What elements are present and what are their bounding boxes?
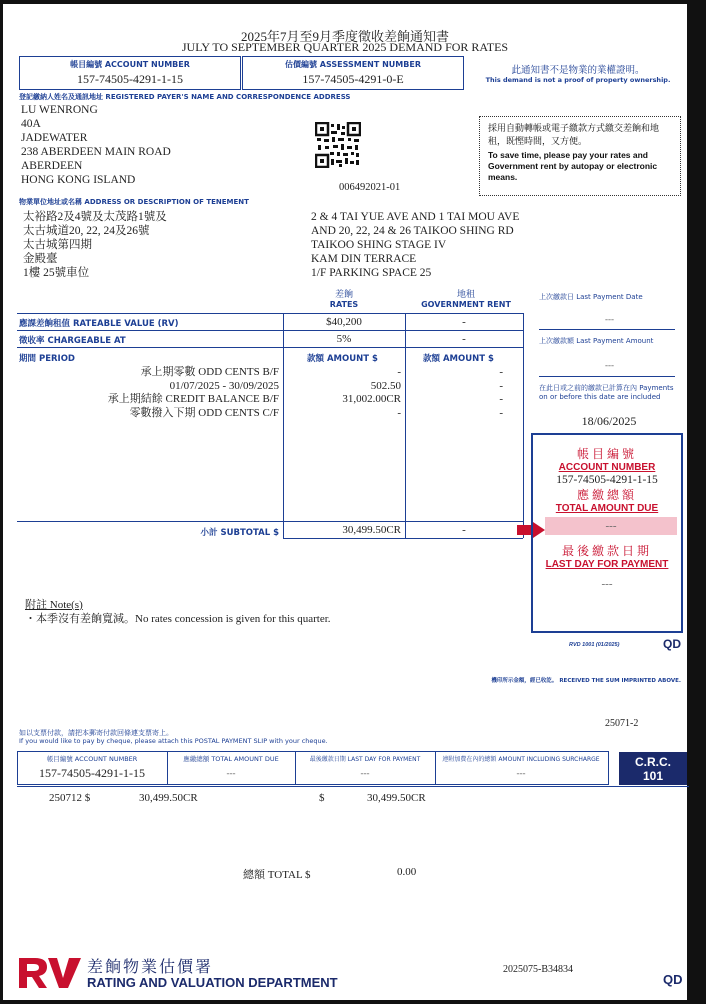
- govrent-header-en: GOVERNMENT RENT: [421, 300, 511, 309]
- tenement-zh-line: 1樓 25號車位: [23, 267, 90, 279]
- assessment-box: [242, 56, 464, 90]
- payer-label: 登記繳納人姓名及通訊地址 REGISTERED PAYER'S NAME AND CORRESPONDENCE ADDRESS: [19, 93, 351, 101]
- payments-date: 18/06/2025: [581, 414, 637, 428]
- item-label: 承上期零數 ODD CENTS B/F: [140, 366, 279, 378]
- last-date-value: ---: [605, 314, 614, 324]
- slip-due-label: 應繳總額 TOTAL AMOUNT DUE: [183, 755, 279, 763]
- ocr-amount: 30,499.50CR: [139, 792, 198, 804]
- title-en: JULY TO SEPTEMBER QUARTER 2025 DEMAND FOR RATES: [181, 40, 509, 54]
- tenement-en-line: 2 & 4 TAI YUE AVE AND 1 TAI MOU AVE: [311, 211, 520, 223]
- crc-line2: 101: [642, 769, 664, 783]
- tenement-zh-line: 太古城道20, 22, 24及26號: [23, 225, 150, 237]
- table-line: [17, 347, 523, 348]
- dept-en: RATING AND VALUATION DEPARTMENT: [87, 975, 338, 990]
- charge-rates: 5%: [336, 333, 352, 345]
- form-code: RVD 1001 (01/2025): [569, 642, 620, 648]
- slip-surcharge-value: ---: [516, 768, 526, 778]
- rv-rates: $40,200: [326, 316, 362, 328]
- last-amount-label: 上次繳款額 Last Payment Amount: [539, 337, 654, 345]
- qr-code-icon: [315, 122, 361, 168]
- autopay-zh: 採用自動轉帳或電子繳款方式繳交差餉和地租，既慳時間，又方便。: [488, 124, 660, 147]
- side-line: [539, 376, 675, 377]
- tenement-zh-line: 金殿臺: [23, 253, 58, 265]
- rates-header-en: RATES: [329, 300, 359, 309]
- autopay-en: To save time, please pay your rates and Government rent by autopay or electronic means.: [488, 150, 658, 182]
- slip-number: 25071-2: [605, 718, 639, 729]
- item-rate: -: [397, 406, 401, 419]
- ocr-code: 250712 $: [49, 792, 91, 804]
- item-rent: -: [499, 393, 503, 405]
- ocr-amount-2: 30,499.50CR: [367, 792, 426, 804]
- slip-lastday-label: 最後繳款日期 LAST DAY FOR PAYMENT: [309, 756, 421, 763]
- account-box: [19, 56, 241, 90]
- payments-label: 在此日或之前的繳款已計算在內 Payments on or before this date are included: [539, 384, 674, 401]
- note-text: ・本季沒有差餉寬減。No rates concession is given for this quarter.: [25, 613, 331, 625]
- ownership-notice-en: This demand is not a proof of property ownership.: [485, 76, 671, 84]
- tenement-en-line: TAIKOO SHING STAGE IV: [311, 239, 447, 251]
- autopay-box: [479, 116, 681, 196]
- side-line: [539, 329, 675, 330]
- summary-acc-en: ACCOUNT NUMBER: [558, 462, 656, 473]
- amount-label-rent: 款額 AMOUNT $: [423, 354, 494, 364]
- assessment-value: 157-74505-4291-0-E: [302, 72, 404, 86]
- footer-qd: QD: [663, 972, 683, 987]
- tenement-en-line: 1/F PARKING SPACE 25: [311, 267, 432, 279]
- item-label: 零數撥入下期 ODD CENTS C/F: [129, 406, 279, 419]
- ownership-notice-zh: 此通知書不是物業的業權證明。: [511, 65, 645, 76]
- last-amount-value: ---: [605, 360, 614, 370]
- summary-lastday-zh: 最後繳款日期: [561, 544, 652, 558]
- dept-zh: 差餉物業估價署: [87, 957, 214, 976]
- account-value: 157-74505-4291-1-15: [77, 72, 183, 86]
- payer-line: LU WENRONG: [21, 104, 98, 116]
- subtotal-label: 小計 SUBTOTAL $: [200, 528, 279, 538]
- rates-header: [283, 287, 405, 309]
- slip-surcharge-label: 連附加費在內的總額 AMOUNT INCLUDING SURCHARGE: [442, 756, 600, 763]
- item-rate: 502.50: [370, 379, 401, 392]
- rv-label: 應課差餉租值 RATEABLE VALUE (RV): [19, 319, 179, 329]
- rvd-logo: [17, 952, 85, 992]
- slip-acc-label: 帳目編號 ACCOUNT NUMBER: [46, 755, 138, 763]
- account-label: 帳目編號 ACCOUNT NUMBER: [70, 60, 190, 69]
- received-note: 機印所示金額，經已收訖。 RECEIVED THE SUM IMPRINTED ABOVE.: [491, 678, 681, 684]
- tenement-en-line: AND 20, 22, 24 & 26 TAIKOO SHING RD: [311, 225, 514, 237]
- tenement-label: 物業單位地址或名稱 ADDRESS OR DESCRIPTION OF TENEMENT: [19, 198, 249, 206]
- charge-rent: -: [462, 333, 466, 345]
- summary-box: [531, 433, 683, 633]
- govrent-header-zh: 地租: [456, 290, 475, 300]
- cheque-zh: 如以支票付款，請把本郵寄付款回條連支票寄上。: [19, 729, 173, 737]
- amount-label-rates: 款額 AMOUNT $: [307, 354, 378, 364]
- last-date-label: 上次繳款日 Last Payment Date: [539, 293, 643, 301]
- ownership-notice: [473, 62, 683, 84]
- payer-line: 238 ABERDEEN MAIN ROAD: [21, 146, 171, 158]
- charge-label: 徵收率 CHARGEABLE AT: [19, 336, 126, 346]
- summary-lastday-value: ---: [601, 578, 613, 590]
- rates-header-zh: 差餉: [334, 290, 353, 300]
- period-label: 期間 PERIOD: [19, 354, 75, 364]
- tenement-zh-line: 太裕路2及4號及太茂路1號及: [23, 211, 167, 223]
- summary-acc-value: 157-74505-4291-1-15: [556, 474, 658, 486]
- item-rate: -: [397, 366, 401, 378]
- demand-note-page: [3, 4, 687, 1000]
- item-rates: [283, 366, 401, 420]
- item-rents: [405, 366, 503, 420]
- rv-rent: -: [462, 316, 466, 328]
- summary-acc-zh: 帳目編號: [576, 447, 637, 461]
- payer-code: 006492021-01: [339, 182, 401, 193]
- item-rent: -: [499, 406, 503, 419]
- note-label: 附註 Note(s): [25, 599, 83, 611]
- table-line: [17, 521, 523, 522]
- total-label: 總額 TOTAL $: [243, 869, 311, 881]
- summary-total-zh: 應繳總額: [576, 488, 637, 502]
- tenement-zh-line: 太古城第四期: [23, 239, 92, 251]
- table-line: [17, 330, 523, 331]
- payer-line: ABERDEEN: [21, 160, 83, 172]
- slip-due-value: ---: [226, 768, 236, 778]
- cheque-en: If you would like to pay by cheque, please attach this POSTAL PAYMENT SLIP with your cheque.: [19, 737, 328, 745]
- govrent-header: [405, 287, 527, 309]
- crc-badge: [619, 752, 687, 785]
- item-label: 承上期結餘 CREDIT BALANCE B/F: [107, 393, 279, 405]
- table-vline: [405, 313, 406, 538]
- slip-bottom-line: [17, 786, 689, 787]
- assessment-label: 估價編號 ASSESSMENT NUMBER: [284, 60, 421, 69]
- ocr-dollar: $: [319, 792, 325, 804]
- table-vline: [523, 313, 524, 538]
- table-line: [17, 313, 523, 314]
- payer-line: 40A: [21, 118, 41, 130]
- payer-line: JADEWATER: [21, 132, 88, 144]
- summary-total-value: ---: [545, 517, 677, 535]
- item-rent: -: [499, 366, 503, 378]
- tenement-zh: [23, 210, 167, 280]
- payer-address: [21, 103, 171, 187]
- qd-mark: QD: [663, 637, 681, 651]
- item-rent: -: [499, 379, 503, 392]
- footer-ref: 2025075-B34834: [503, 964, 573, 975]
- item-label: 01/07/2025 - 30/09/2025: [169, 379, 279, 392]
- payer-line: HONG KONG ISLAND: [21, 174, 136, 186]
- slip-acc-value: 157-74505-4291-1-15: [39, 766, 145, 780]
- tenement-en-line: KAM DIN TERRACE: [311, 253, 417, 265]
- table-line: [283, 538, 523, 539]
- table-vline: [283, 313, 284, 538]
- subtotal-rates: 30,499.50CR: [342, 524, 401, 536]
- slip-lastday-value: ---: [360, 768, 370, 778]
- rvd-logo-icon: [17, 952, 83, 992]
- summary-total-en: TOTAL AMOUNT DUE: [555, 503, 659, 514]
- subtotal-rent: -: [462, 524, 466, 536]
- item-labels: [63, 366, 279, 420]
- summary-lastday-en: LAST DAY FOR PAYMENT: [545, 559, 669, 570]
- total-value: 0.00: [397, 866, 417, 878]
- item-rate: 31,002.00CR: [342, 393, 401, 405]
- title-zh: 2025年7月至9月季度徵收差餉通知書: [240, 29, 449, 44]
- tenement-en: [311, 210, 519, 280]
- crc-line1: C.R.C.: [635, 755, 671, 769]
